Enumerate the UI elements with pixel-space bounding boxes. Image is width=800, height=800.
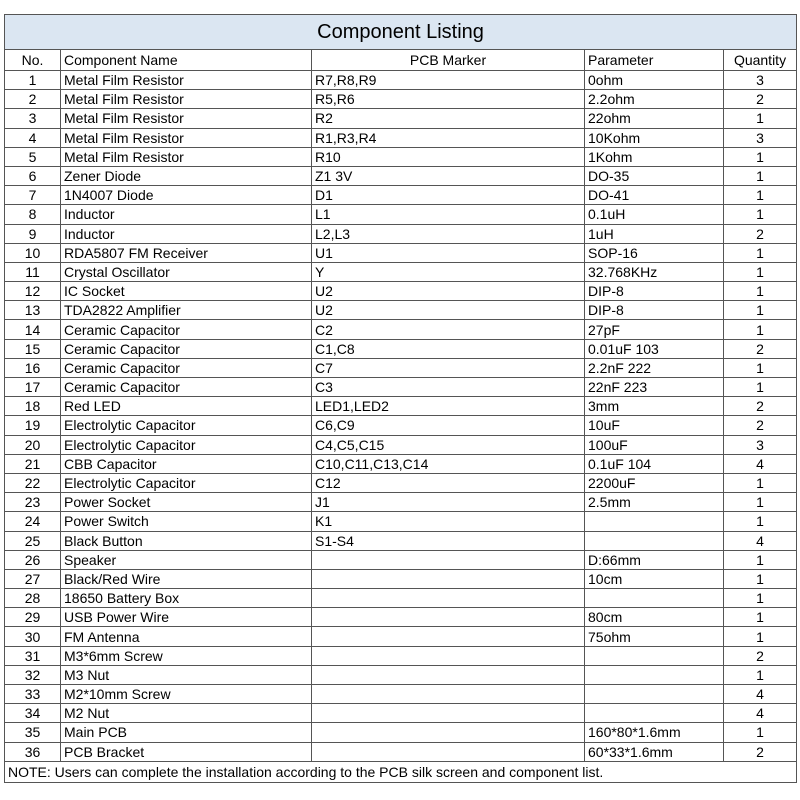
cell-component-name: RDA5807 FM Receiver (61, 243, 312, 262)
cell-component-name: Zener Diode (61, 166, 312, 185)
cell-parameter: 2200uF (585, 473, 724, 492)
cell-component-name: Metal Film Resistor (61, 109, 312, 128)
table-row (5, 589, 797, 608)
cell-component-name: IC Socket (61, 282, 312, 301)
cell-pcb-marker: U1 (312, 243, 585, 262)
cell-quantity: 1 (724, 512, 797, 531)
cell-component-name: 18650 Battery Box (61, 589, 312, 608)
cell-parameter: 32.768KHz (585, 262, 724, 281)
cell-component-name: Inductor (61, 205, 312, 224)
cell-component-name: CBB Capacitor (61, 454, 312, 473)
cell-component-name: Metal Film Resistor (61, 90, 312, 109)
cell-quantity: 1 (724, 320, 797, 339)
cell-no: 12 (5, 282, 61, 301)
cell-quantity: 1 (724, 282, 797, 301)
cell-parameter (585, 512, 724, 531)
cell-component-name: Main PCB (61, 723, 312, 742)
header-parameter: Parameter (585, 50, 724, 71)
cell-quantity: 1 (724, 166, 797, 185)
cell-parameter: 75ohm (585, 627, 724, 646)
cell-component-name: Ceramic Capacitor (61, 358, 312, 377)
cell-quantity: 2 (724, 90, 797, 109)
cell-quantity: 1 (724, 569, 797, 588)
cell-quantity: 3 (724, 128, 797, 147)
cell-no: 29 (5, 608, 61, 627)
cell-no: 33 (5, 685, 61, 704)
header-no: No. (5, 50, 61, 71)
cell-parameter: D:66mm (585, 550, 724, 569)
cell-parameter: 22nF 223 (585, 378, 724, 397)
header-component-name: Component Name (61, 50, 312, 71)
cell-no: 23 (5, 493, 61, 512)
cell-parameter: 0.1uH (585, 205, 724, 224)
cell-no: 34 (5, 704, 61, 723)
cell-parameter: 3mm (585, 397, 724, 416)
cell-pcb-marker: C1,C8 (312, 339, 585, 358)
table-row (5, 71, 797, 90)
cell-no: 7 (5, 186, 61, 205)
cell-component-name: Black/Red Wire (61, 569, 312, 588)
cell-parameter: DO-41 (585, 186, 724, 205)
cell-pcb-marker: S1-S4 (312, 531, 585, 550)
cell-parameter: DIP-8 (585, 301, 724, 320)
cell-component-name: Ceramic Capacitor (61, 339, 312, 358)
cell-component-name: Inductor (61, 224, 312, 243)
cell-parameter: 2.2ohm (585, 90, 724, 109)
cell-parameter: 2.5mm (585, 493, 724, 512)
cell-no: 19 (5, 416, 61, 435)
cell-pcb-marker (312, 550, 585, 569)
table-row (5, 454, 797, 473)
cell-quantity: 1 (724, 186, 797, 205)
table-row (5, 282, 797, 301)
cell-no: 4 (5, 128, 61, 147)
cell-component-name: Speaker (61, 550, 312, 569)
cell-parameter: SOP-16 (585, 243, 724, 262)
cell-no: 2 (5, 90, 61, 109)
cell-no: 17 (5, 378, 61, 397)
cell-no: 30 (5, 627, 61, 646)
cell-no: 35 (5, 723, 61, 742)
cell-component-name: Metal Film Resistor (61, 147, 312, 166)
table-row (5, 608, 797, 627)
table-row (5, 243, 797, 262)
cell-quantity: 1 (724, 301, 797, 320)
table-row (5, 339, 797, 358)
cell-pcb-marker: U2 (312, 301, 585, 320)
table-row (5, 627, 797, 646)
cell-no: 16 (5, 358, 61, 377)
table-row (5, 147, 797, 166)
cell-no: 15 (5, 339, 61, 358)
cell-no: 22 (5, 473, 61, 492)
cell-pcb-marker: L2,L3 (312, 224, 585, 243)
cell-quantity: 3 (724, 71, 797, 90)
cell-component-name: Ceramic Capacitor (61, 378, 312, 397)
cell-pcb-marker (312, 685, 585, 704)
cell-quantity: 4 (724, 531, 797, 550)
cell-pcb-marker: C3 (312, 378, 585, 397)
cell-parameter: 160*80*1.6mm (585, 723, 724, 742)
cell-component-name: Electrolytic Capacitor (61, 416, 312, 435)
cell-pcb-marker (312, 589, 585, 608)
cell-pcb-marker: C10,C11,C13,C14 (312, 454, 585, 473)
table-row (5, 109, 797, 128)
header-pcb-marker: PCB Marker (312, 50, 585, 71)
table-row (5, 531, 797, 550)
cell-parameter: 10uF (585, 416, 724, 435)
cell-parameter: DO-35 (585, 166, 724, 185)
cell-component-name: Red LED (61, 397, 312, 416)
table-row (5, 473, 797, 492)
cell-pcb-marker (312, 569, 585, 588)
cell-pcb-marker (312, 627, 585, 646)
table-row (5, 205, 797, 224)
cell-pcb-marker: J1 (312, 493, 585, 512)
component-table (4, 14, 797, 783)
cell-component-name: Electrolytic Capacitor (61, 435, 312, 454)
cell-no: 28 (5, 589, 61, 608)
table-row (5, 646, 797, 665)
cell-no: 31 (5, 646, 61, 665)
cell-parameter: 0.1uF 104 (585, 454, 724, 473)
cell-quantity: 1 (724, 147, 797, 166)
table-body (5, 71, 797, 762)
install-note: NOTE: Users can complete the installation according to the PCB silk screen and component list. (5, 761, 797, 782)
cell-parameter: 80cm (585, 608, 724, 627)
table-row (5, 435, 797, 454)
cell-pcb-marker: C6,C9 (312, 416, 585, 435)
cell-parameter: 27pF (585, 320, 724, 339)
cell-pcb-marker: C12 (312, 473, 585, 492)
header-quantity: Quantity (724, 50, 797, 71)
cell-pcb-marker (312, 665, 585, 684)
cell-parameter: 10Kohm (585, 128, 724, 147)
table-row (5, 493, 797, 512)
table-row (5, 90, 797, 109)
cell-quantity: 1 (724, 205, 797, 224)
table-row (5, 186, 797, 205)
cell-pcb-marker: Z1 3V (312, 166, 585, 185)
table-row (5, 224, 797, 243)
table-row (5, 320, 797, 339)
cell-quantity: 1 (724, 723, 797, 742)
cell-no: 1 (5, 71, 61, 90)
cell-no: 6 (5, 166, 61, 185)
cell-parameter: 60*33*1.6mm (585, 742, 724, 761)
cell-quantity: 4 (724, 704, 797, 723)
table-title: Component Listing (5, 15, 797, 50)
cell-pcb-marker: R10 (312, 147, 585, 166)
cell-pcb-marker (312, 608, 585, 627)
table-row (5, 128, 797, 147)
table-row (5, 569, 797, 588)
table-row (5, 378, 797, 397)
cell-pcb-marker: R7,R8,R9 (312, 71, 585, 90)
cell-parameter: 22ohm (585, 109, 724, 128)
cell-quantity: 1 (724, 109, 797, 128)
component-listing-sheet (4, 14, 796, 783)
cell-pcb-marker: R5,R6 (312, 90, 585, 109)
cell-no: 11 (5, 262, 61, 281)
cell-pcb-marker: C4,C5,C15 (312, 435, 585, 454)
cell-parameter (585, 589, 724, 608)
cell-parameter (585, 646, 724, 665)
table-row (5, 262, 797, 281)
cell-pcb-marker (312, 704, 585, 723)
cell-pcb-marker: R2 (312, 109, 585, 128)
cell-pcb-marker: L1 (312, 205, 585, 224)
cell-no: 21 (5, 454, 61, 473)
cell-parameter: 2.2nF 222 (585, 358, 724, 377)
cell-quantity: 1 (724, 608, 797, 627)
cell-component-name: Black Button (61, 531, 312, 550)
cell-parameter: 0.01uF 103 (585, 339, 724, 358)
cell-quantity: 4 (724, 685, 797, 704)
cell-no: 32 (5, 665, 61, 684)
cell-pcb-marker: R1,R3,R4 (312, 128, 585, 147)
cell-component-name: Power Switch (61, 512, 312, 531)
cell-parameter: 1Kohm (585, 147, 724, 166)
cell-component-name: USB Power Wire (61, 608, 312, 627)
cell-no: 25 (5, 531, 61, 550)
table-row (5, 704, 797, 723)
cell-quantity: 1 (724, 473, 797, 492)
cell-no: 18 (5, 397, 61, 416)
cell-pcb-marker: LED1,LED2 (312, 397, 585, 416)
cell-parameter: 10cm (585, 569, 724, 588)
cell-quantity: 2 (724, 397, 797, 416)
cell-no: 5 (5, 147, 61, 166)
cell-quantity: 1 (724, 550, 797, 569)
cell-pcb-marker (312, 742, 585, 761)
table-row (5, 301, 797, 320)
cell-component-name: Power Socket (61, 493, 312, 512)
table-row (5, 665, 797, 684)
cell-parameter: 1uH (585, 224, 724, 243)
cell-component-name: Metal Film Resistor (61, 128, 312, 147)
cell-quantity: 2 (724, 742, 797, 761)
cell-component-name: M3*6mm Screw (61, 646, 312, 665)
cell-parameter: 100uF (585, 435, 724, 454)
table-row (5, 742, 797, 761)
cell-component-name: M3 Nut (61, 665, 312, 684)
cell-quantity: 1 (724, 243, 797, 262)
cell-quantity: 1 (724, 665, 797, 684)
cell-no: 8 (5, 205, 61, 224)
cell-no: 24 (5, 512, 61, 531)
cell-parameter (585, 704, 724, 723)
table-row (5, 358, 797, 377)
cell-no: 10 (5, 243, 61, 262)
cell-pcb-marker: Y (312, 262, 585, 281)
table-row (5, 397, 797, 416)
cell-quantity: 1 (724, 627, 797, 646)
cell-pcb-marker: U2 (312, 282, 585, 301)
cell-pcb-marker: C2 (312, 320, 585, 339)
cell-parameter (585, 665, 724, 684)
cell-component-name: 1N4007 Diode (61, 186, 312, 205)
cell-no: 20 (5, 435, 61, 454)
cell-pcb-marker: K1 (312, 512, 585, 531)
cell-no: 36 (5, 742, 61, 761)
cell-no: 14 (5, 320, 61, 339)
cell-quantity: 4 (724, 454, 797, 473)
cell-component-name: M2*10mm Screw (61, 685, 312, 704)
cell-quantity: 1 (724, 358, 797, 377)
cell-no: 27 (5, 569, 61, 588)
cell-pcb-marker: C7 (312, 358, 585, 377)
cell-component-name: PCB Bracket (61, 742, 312, 761)
table-row (5, 550, 797, 569)
cell-parameter (585, 685, 724, 704)
table-row (5, 685, 797, 704)
cell-quantity: 3 (724, 435, 797, 454)
cell-parameter (585, 531, 724, 550)
cell-quantity: 1 (724, 589, 797, 608)
cell-component-name: Metal Film Resistor (61, 71, 312, 90)
cell-component-name: TDA2822 Amplifier (61, 301, 312, 320)
cell-quantity: 1 (724, 378, 797, 397)
cell-no: 26 (5, 550, 61, 569)
table-row (5, 723, 797, 742)
cell-quantity: 2 (724, 416, 797, 435)
cell-component-name: Electrolytic Capacitor (61, 473, 312, 492)
cell-parameter: 0ohm (585, 71, 724, 90)
cell-quantity: 1 (724, 262, 797, 281)
cell-pcb-marker (312, 723, 585, 742)
table-row (5, 416, 797, 435)
cell-pcb-marker: D1 (312, 186, 585, 205)
cell-quantity: 2 (724, 224, 797, 243)
cell-parameter: DIP-8 (585, 282, 724, 301)
table-row (5, 166, 797, 185)
cell-no: 13 (5, 301, 61, 320)
cell-component-name: Crystal Oscillator (61, 262, 312, 281)
cell-quantity: 2 (724, 646, 797, 665)
header-row (5, 50, 797, 71)
table-row (5, 512, 797, 531)
cell-no: 3 (5, 109, 61, 128)
cell-component-name: Ceramic Capacitor (61, 320, 312, 339)
cell-quantity: 2 (724, 339, 797, 358)
cell-no: 9 (5, 224, 61, 243)
cell-pcb-marker (312, 646, 585, 665)
cell-component-name: M2 Nut (61, 704, 312, 723)
cell-component-name: FM Antenna (61, 627, 312, 646)
cell-quantity: 1 (724, 493, 797, 512)
